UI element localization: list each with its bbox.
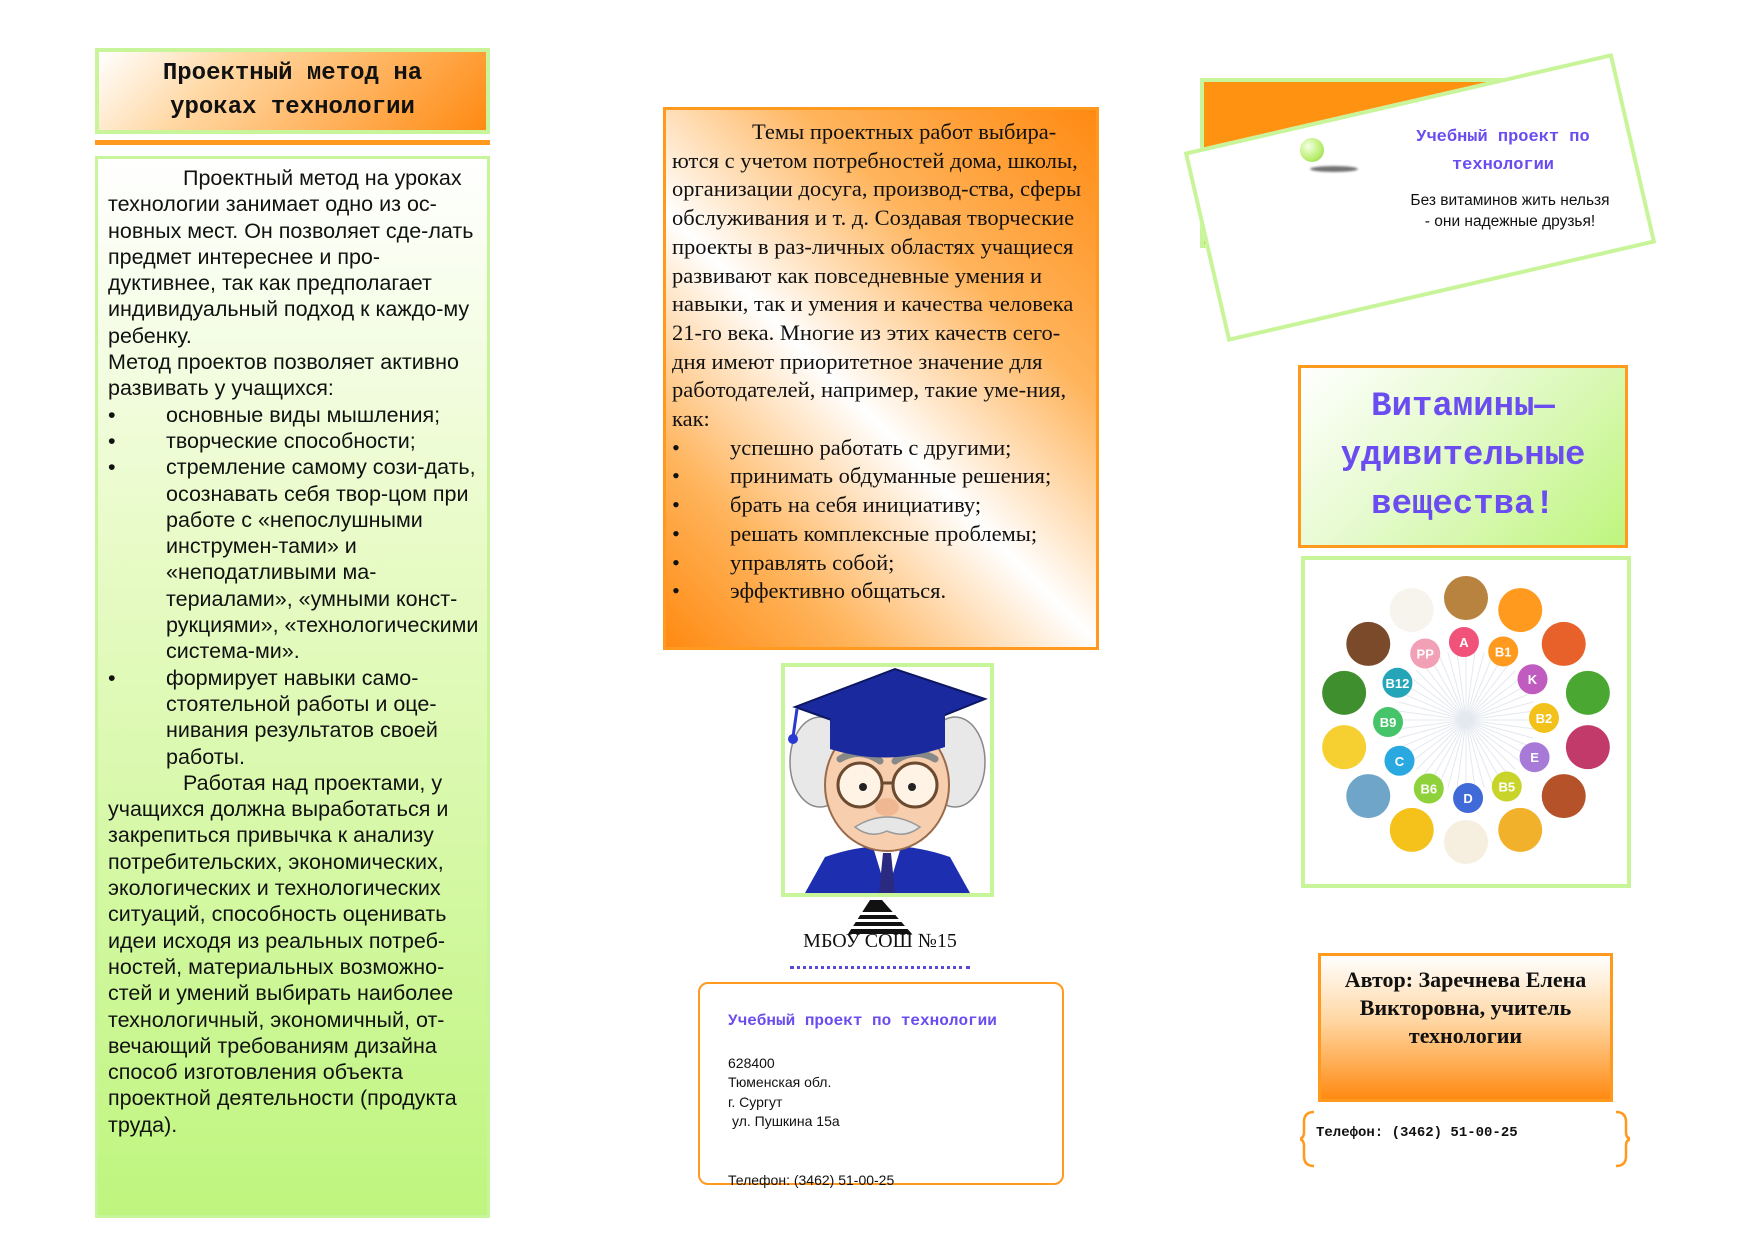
vitamin-label: B2 (1535, 710, 1553, 726)
left-closing: Работая над проектами, у учащихся должна выработаться и закрепиться привычка к анализу потребительских, экономических, экологических и технологических ситуаций, способность оценивать идеи исходя из реальных потреб-ностей, материальных возможно-стей и умений выбирать наиболее технологичный, экономичный, от-вечающий требованиям дизайна способ изготовления объекта проектной деятельности (продукта труда). (108, 770, 457, 1137)
list-item: • эффективно общаться. (672, 577, 1090, 606)
contact-street: ул. Пушкина 15а (732, 1113, 840, 1129)
vitamin-label: C (1394, 753, 1405, 769)
food-circle (1542, 622, 1586, 666)
food-circle (1566, 725, 1610, 769)
vitamin-label: PP (1416, 646, 1434, 662)
ball-shadow (1310, 166, 1358, 172)
contact-box (698, 982, 1064, 1188)
middle-bullet-list (672, 434, 1090, 606)
main-title-box (1298, 365, 1628, 548)
vitamin-label: D (1463, 790, 1473, 806)
food-circle (1390, 588, 1434, 632)
left-title-text: Проектный метод на уроках технологии (162, 60, 423, 121)
green-ball-icon (1300, 138, 1324, 162)
list-item: • стремление самому сози-дать, осознавать себя твор-цом при работе с «непослушными инструмен-тами» и «неподатливыми ма-териалами», «умными конст-рукциями», «технологическими система-ми». (108, 454, 479, 664)
vitamin-label: B1 (1494, 644, 1512, 660)
author-text: Автор: Заречнева Елена Викторовна, учитель технологии (1344, 967, 1587, 1048)
contact-region: Тюменская обл. (728, 1074, 832, 1090)
food-circle (1498, 588, 1542, 632)
contact-city: г. Сургут (728, 1093, 783, 1110)
left-bullet-list (108, 402, 479, 770)
orange-divider (95, 140, 490, 145)
food-circle (1322, 671, 1366, 715)
food-circle (1346, 622, 1390, 666)
list-item: • успешно работать с другими; (672, 434, 1090, 463)
middle-text-panel (663, 107, 1099, 650)
main-title: Витамины— удивительные вещества! (1340, 388, 1586, 524)
professor-illustration (781, 663, 994, 897)
list-item: • брать на себя инициативу; (672, 491, 1090, 520)
food-circle (1444, 576, 1488, 620)
list-item: • принимать обдуманные решения; (672, 462, 1090, 491)
vitamin-label: B12 (1385, 675, 1410, 691)
middle-text: Темы проектных работ выбира-ются с учетом потребностей дома, школы, организации досуга, производ-ства, сферы обслуживания и т. д. Создавая творческие проекты в раз-личных областях учащиеся развивают как повседневные умения и навыки, так и умения и качества человека 21-го века. Многие из этих качеств сего-дня имеют приоритетное значение для работодателей, например, такие уме-ния, как: (672, 119, 1082, 432)
vitamin-label: B5 (1498, 779, 1516, 795)
contact-title: Учебный проект по технологии (728, 1012, 997, 1030)
vitamin-label: K (1527, 672, 1538, 688)
food-circle (1542, 774, 1586, 818)
cover-slogan (1375, 190, 1645, 232)
vitamin-label: E (1530, 750, 1539, 766)
cover-project-label: Учебный проект по технологии (1416, 128, 1590, 175)
left-text-panel (95, 156, 490, 1218)
slogan-line-1: Без витаминов жить нельзя (1410, 192, 1610, 209)
right-phone: Телефон: (3462) 51-00-25 (1316, 1125, 1518, 1141)
vitamin-label: B9 (1379, 715, 1397, 731)
list-item: • решать комплексные проблемы; (672, 520, 1090, 549)
list-item: • основные виды мышления; (108, 402, 479, 428)
food-circle (1346, 774, 1390, 818)
school-name: МБОУ СОШ №15 (803, 930, 957, 952)
list-item: • творческие способности; (108, 428, 479, 454)
food-circle (1566, 671, 1610, 715)
list-item: • управлять собой; (672, 549, 1090, 578)
vitamin-label: B6 (1420, 781, 1438, 797)
vitamin-label: A (1459, 635, 1469, 651)
slogan-line-2: - они надежные друзья! (1424, 213, 1596, 230)
contact-phone: Телефон: (3462) 51-00-25 (728, 1171, 895, 1188)
left-intro: Проектный метод на уроках технологии занимает одно из ос-новных мест. Он позволяет сде-лать предмет интереснее и про-дуктивнее, так как предполагает индивидуальный подход к каждо-му ребенку. (108, 166, 474, 348)
vitamins-illustration (1301, 556, 1631, 888)
food-circle (1444, 820, 1488, 864)
dotted-divider (790, 966, 970, 969)
food-circle (1498, 808, 1542, 852)
school-logo-icon (848, 900, 912, 934)
left-panel-title (95, 48, 490, 134)
author-box (1318, 953, 1613, 1102)
food-circle (1322, 725, 1366, 769)
left-lead: Метод проектов позволяет активно развивать у учащихся: (108, 350, 459, 401)
list-item: • формирует навыки само-стоятельной работы и оце-нивания результатов своей работы. (108, 665, 479, 770)
food-circle (1390, 808, 1434, 852)
contact-postcode: 628400 (728, 1054, 775, 1071)
professor-icon (785, 667, 990, 893)
vitamin-wheel-icon (1305, 560, 1627, 884)
